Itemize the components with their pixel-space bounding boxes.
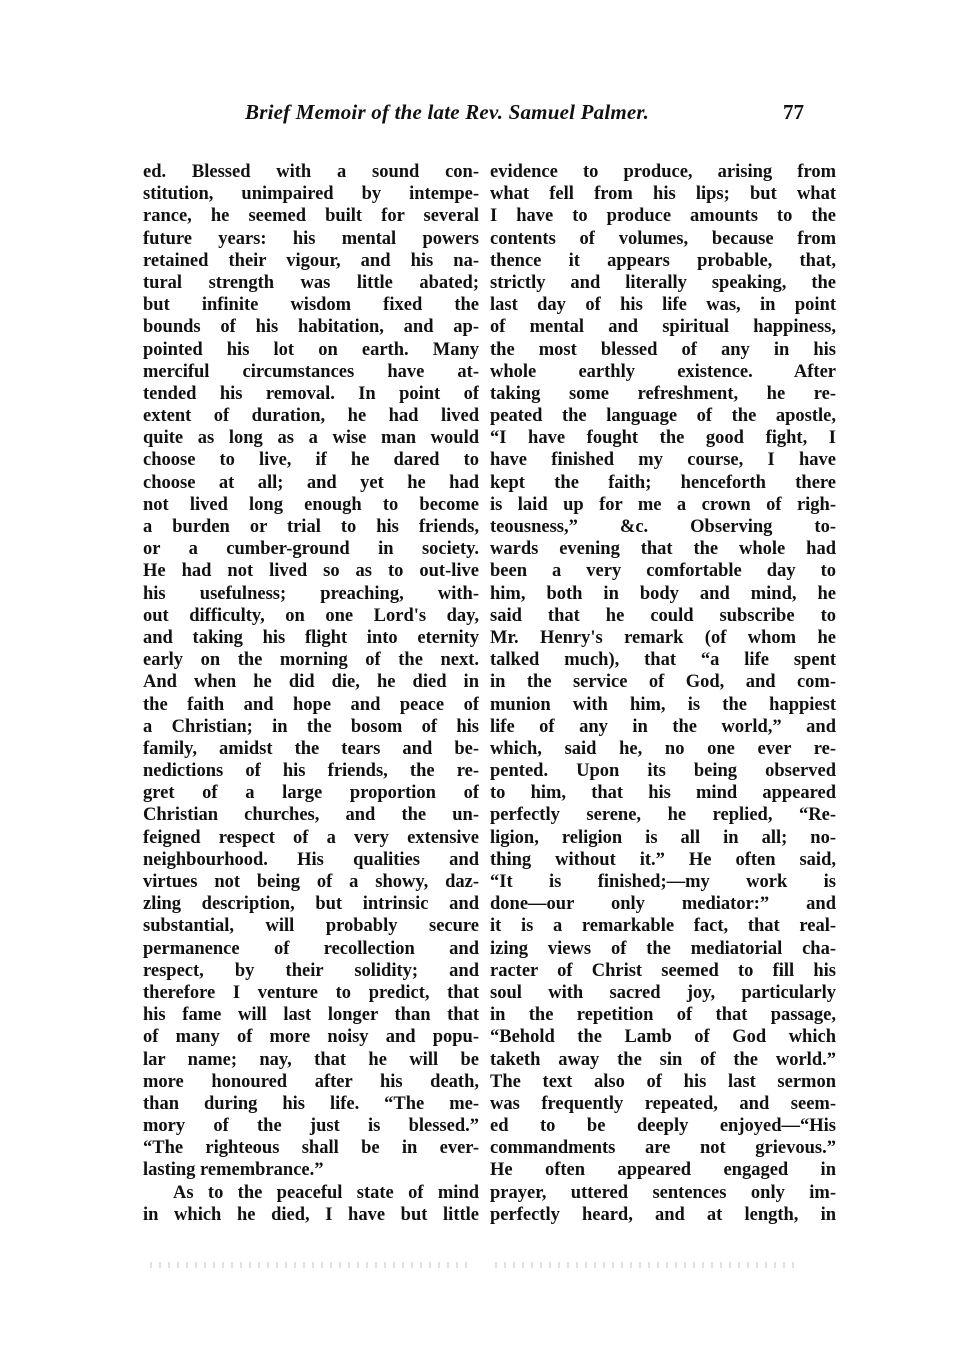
- text-line: talked much), that “a life spent: [490, 650, 836, 671]
- text-line: racter of Christ seemed to fill his: [490, 960, 836, 981]
- text-line: a Christian; in the bosom of his: [143, 716, 479, 737]
- text-line: izing views of the mediatorial cha-: [490, 938, 836, 959]
- text-line: his usefulness; preaching, with-: [143, 583, 479, 604]
- text-line: choose to live, if he dared to: [143, 450, 479, 471]
- text-line: soul with sacred joy, particularly: [490, 982, 836, 1003]
- text-line: of many of more noisy and popu-: [143, 1027, 479, 1048]
- text-line: zling description, but intrinsic and: [143, 894, 479, 915]
- text-line: perfectly serene, he replied, “Re-: [490, 805, 836, 826]
- text-line: retained their vigour, and his na-: [143, 250, 479, 271]
- text-line: ligion, religion is all in all; no-: [490, 827, 836, 848]
- text-line: permanence of recollection and: [143, 938, 479, 959]
- text-line: lar name; nay, that he will be: [143, 1049, 479, 1070]
- text-line: munion with him, is the happiest: [490, 694, 836, 715]
- text-line: As to the peaceful state of mind: [173, 1182, 479, 1203]
- text-line: substantial, will probably secure: [143, 916, 479, 937]
- text-line: have finished my course, I have: [490, 450, 836, 471]
- text-line: the most blessed of any in his: [490, 339, 836, 360]
- text-line: ed. Blessed with a sound con-: [143, 162, 479, 182]
- text-line: more honoured after his death,: [143, 1071, 479, 1092]
- text-line: mory of the just is blessed.”: [143, 1116, 479, 1137]
- text-line: prayer, uttered sentences only im-: [490, 1182, 836, 1203]
- text-line: taketh away the sin of the world.”: [490, 1049, 836, 1070]
- text-line: perfectly heard, and at length, in: [490, 1204, 836, 1225]
- text-line: taking some refreshment, he re-: [490, 383, 836, 404]
- text-line: whole earthly existence. After: [490, 361, 836, 382]
- text-line: in which he died, I have but little: [143, 1204, 479, 1225]
- page-number: 77: [783, 100, 804, 124]
- text-line: life of any in the world,” and: [490, 716, 836, 737]
- text-line: merciful circumstances have at-: [143, 361, 479, 382]
- text-line: which, said he, no one ever re-: [490, 738, 836, 759]
- text-line: tended his removal. In point of: [143, 383, 479, 404]
- text-line: respect, by their solidity; and: [143, 960, 479, 981]
- text-line: him, both in body and mind, he: [490, 583, 836, 604]
- text-line: future years: his mental powers: [143, 228, 479, 249]
- text-line: said that he could subscribe to: [490, 605, 836, 626]
- text-line: pointed his lot on earth. Many: [143, 339, 479, 360]
- text-line: thence it appears probable, that,: [490, 250, 836, 271]
- text-line: teousness,” &c. Observing to-: [490, 517, 836, 537]
- text-line: not lived long enough to become: [143, 494, 479, 515]
- text-line: stitution, unimpaired by intempe-: [143, 184, 479, 205]
- scan-noise: [495, 1262, 795, 1268]
- text-line: kept the faith; henceforth there: [490, 472, 836, 493]
- right-column: [490, 161, 836, 1226]
- text-line: and taking his flight into eternity: [143, 627, 479, 648]
- text-line: He often appeared engaged in: [490, 1160, 836, 1181]
- text-line: ed to be deeply enjoyed—“His: [490, 1116, 836, 1137]
- text-line: lasting remembrance.”: [143, 1160, 324, 1181]
- text-line: evidence to produce, arising from: [490, 162, 836, 182]
- text-line: in the service of God, and com-: [490, 672, 836, 693]
- text-line: or a cumber-ground in society.: [143, 539, 479, 560]
- text-line: I have to produce amounts to the: [490, 206, 836, 227]
- text-line: what fell from his lips; but what: [490, 184, 836, 205]
- text-line: than during his life. “The me-: [143, 1093, 479, 1114]
- text-line: The text also of his last sermon: [490, 1071, 836, 1092]
- text-line: to him, that his mind appeared: [490, 783, 836, 804]
- text-line: commandments are not grievous.”: [490, 1138, 836, 1159]
- text-line: last day of his life was, in point: [490, 295, 836, 316]
- text-line: early on the morning of the next.: [143, 650, 479, 671]
- text-line: Christian churches, and the un-: [143, 805, 479, 826]
- left-column: [143, 161, 479, 1226]
- text-line: “I have fought the good fight, I: [490, 428, 836, 449]
- text-line: thing without it.” He often said,: [490, 849, 836, 870]
- text-line: done—our only mediator:” and: [490, 894, 836, 915]
- text-line: but infinite wisdom fixed the: [143, 295, 479, 316]
- text-line: is laid up for me a crown of righ-: [490, 494, 836, 515]
- text-line: bounds of his habitation, and ap-: [143, 317, 479, 338]
- text-line: the faith and hope and peace of: [143, 694, 479, 715]
- running-title: Brief Memoir of the late Rev. Samuel Palmer.: [245, 100, 650, 124]
- text-line: family, amidst the tears and be-: [143, 738, 479, 759]
- scan-noise: [150, 1262, 470, 1268]
- text-line: pented. Upon its being observed: [490, 761, 836, 782]
- text-line: it is a remarkable fact, that real-: [490, 916, 836, 937]
- text-line: contents of volumes, because from: [490, 228, 836, 249]
- text-line: neighbourhood. His qualities and: [143, 849, 479, 870]
- text-line: wards evening that the whole had: [490, 539, 836, 560]
- text-line: virtues not being of a showy, daz-: [143, 872, 479, 892]
- text-line: “Behold the Lamb of God which: [490, 1027, 836, 1048]
- text-line: “The righteous shall be in ever-: [143, 1138, 479, 1159]
- text-line: “It is finished;—my work is: [490, 872, 836, 892]
- text-line: choose at all; and yet he had: [143, 472, 479, 493]
- text-line: out difficulty, on one Lord's day,: [143, 605, 479, 626]
- text-line: He had not lived so as to out-live: [143, 561, 479, 582]
- text-line: quite as long as a wise man would: [143, 428, 479, 449]
- text-line: was frequently repeated, and seem-: [490, 1093, 836, 1114]
- text-line: therefore I venture to predict, that: [143, 982, 479, 1003]
- text-line: And when he did die, he died in: [143, 672, 479, 693]
- text-line: gret of a large proportion of: [143, 783, 479, 804]
- text-line: in the repetition of that passage,: [490, 1005, 836, 1026]
- text-line: his fame will last longer than that: [143, 1005, 479, 1026]
- text-line: a burden or trial to his friends,: [143, 517, 479, 537]
- text-line: been a very comfortable day to: [490, 561, 836, 582]
- text-line: strictly and literally speaking, the: [490, 272, 836, 293]
- text-line: feigned respect of a very extensive: [143, 827, 479, 848]
- text-line: nedictions of his friends, the re-: [143, 761, 479, 782]
- text-line: extent of duration, he had lived: [143, 406, 479, 427]
- text-line: of mental and spiritual happiness,: [490, 317, 836, 338]
- text-line: peated the language of the apostle,: [490, 406, 836, 427]
- text-line: Mr. Henry's remark (of whom he: [490, 627, 836, 648]
- text-line: tural strength was little abated;: [143, 272, 479, 293]
- text-line: rance, he seemed built for several: [143, 206, 479, 227]
